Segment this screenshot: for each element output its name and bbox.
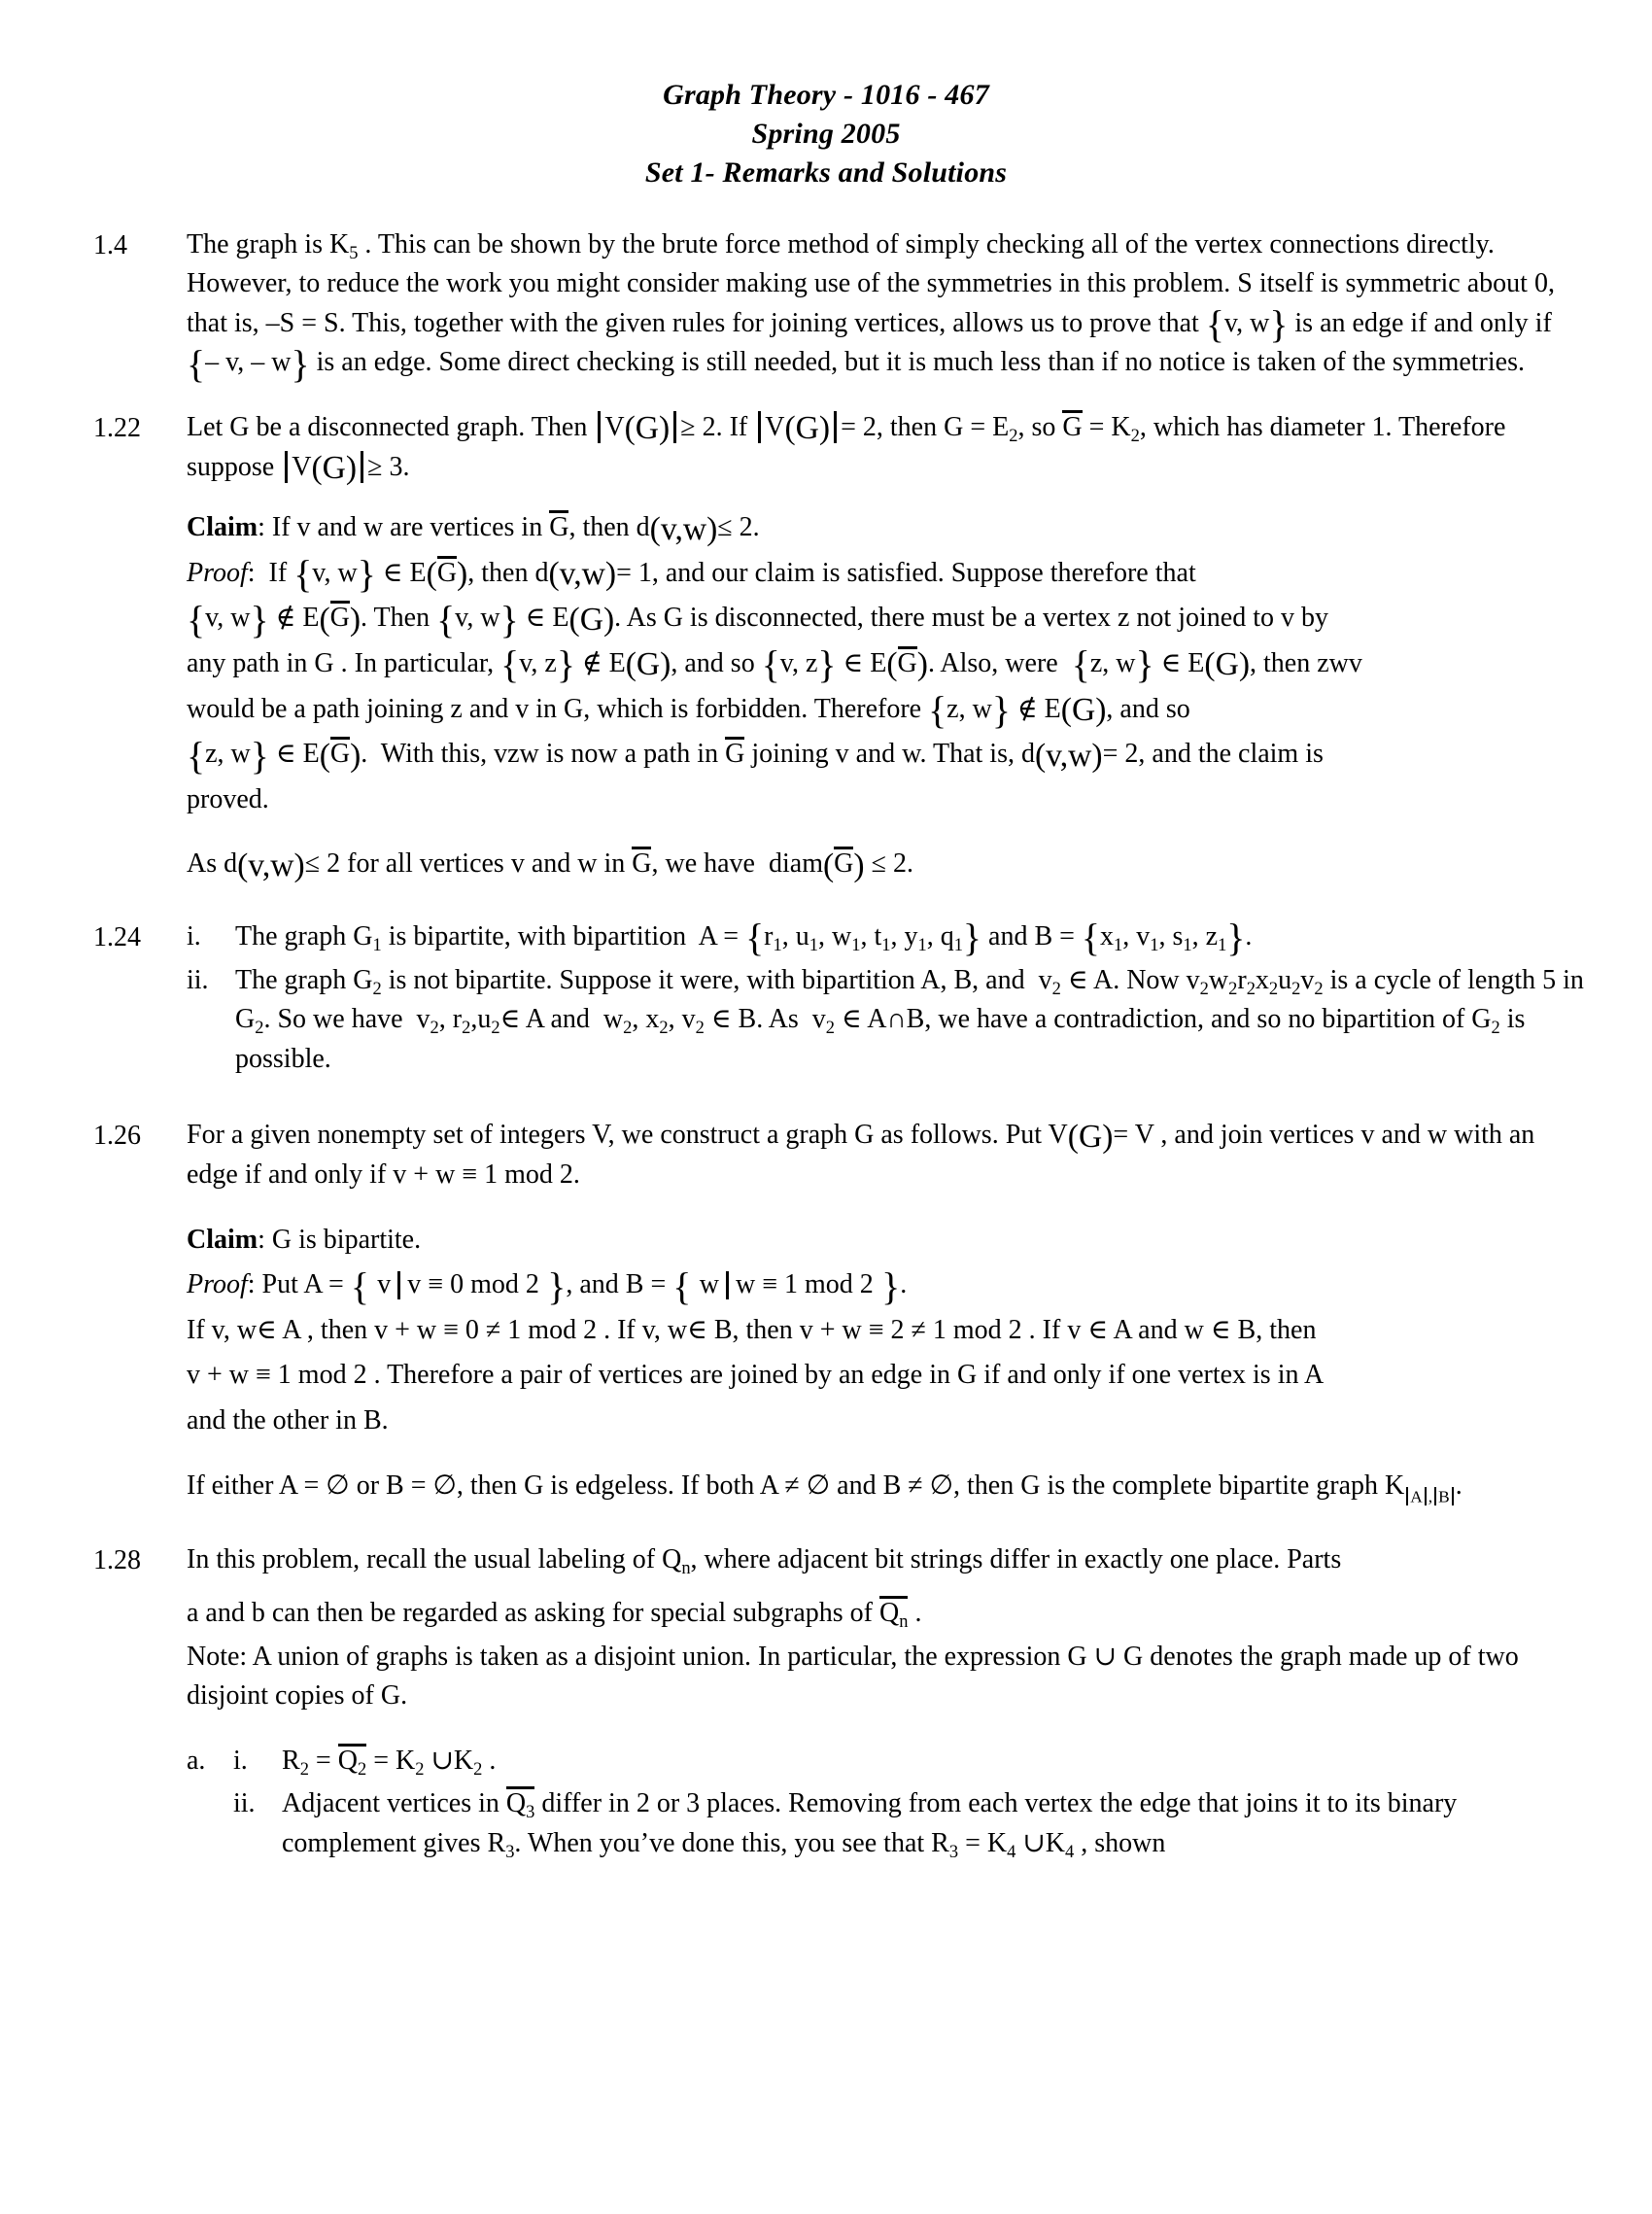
paren-vw: (v,w): [548, 556, 617, 593]
proof-line-2: {v, w} ∉ E(G). Then {v, w} ∈ E(G). As G is disconnected, there must be a vertex z not joined to v by: [187, 598, 1328, 641]
subscript-1: 1: [881, 934, 891, 954]
text-fragment: = K: [1082, 412, 1131, 443]
math-in-intersection: $v_2$ ∈ A∩B: [811, 1004, 925, 1038]
abs-bar-right: [361, 451, 363, 483]
problem-1-24: [93, 917, 1584, 1083]
math-mod-condition: v + w ≡ 1 mod 2: [393, 1159, 573, 1190]
closing-statement: [187, 1467, 1584, 1506]
text-fragment: .: [900, 1269, 908, 1300]
text-fragment: In this problem, recall the usual labeling of Q: [187, 1544, 682, 1575]
abs-bar-right: [673, 411, 676, 443]
paren-open: (: [886, 646, 898, 683]
overline-q3: $Q_3$: [505, 1788, 535, 1822]
math-set-b-def: { w w ≡ 1 mod 2 }: [672, 1264, 901, 1308]
subscript-2: 2: [1130, 425, 1140, 445]
brace-close: }: [291, 342, 310, 386]
text-fragment: For a given nonempty set of integers V, we construct a graph G as follows. Put: [187, 1120, 1049, 1151]
text-fragment: .: [402, 451, 410, 482]
overline-g: G: [632, 848, 652, 880]
brace-close: }: [499, 598, 519, 641]
abs-bar: [1406, 1487, 1408, 1505]
header-line-term: Spring 2005: [751, 117, 901, 150]
problem-1-28: [93, 1540, 1584, 1867]
math-r2-identity: $R_2 = Q_2 = K_2$ $\cup K_2$ .: [282, 1745, 497, 1779]
overline-q2: $Q_2$: [337, 1745, 367, 1779]
brace-close: }: [881, 1264, 901, 1308]
subscript-2: 2: [473, 1758, 483, 1779]
text-fragment: , and our claim is satisfied. Suppose therefore that: [651, 557, 1196, 588]
text-fragment: is an edge. Some direct checking is still needed, but it is much less than if no notice is taken of the symmetries.: [309, 347, 1525, 378]
overline-g: G: [897, 648, 917, 679]
brace-open: {: [745, 917, 765, 960]
math-set-zw: {z, w}: [187, 734, 269, 778]
subscript-1: 1: [1114, 934, 1123, 954]
text-fragment: is an edge if and only if: [1288, 307, 1552, 338]
proof-line-2: If v, w∈ A , then v + w ≡ 0 ≠ 1 mod 2 . If v, w∈ B, then v + w ≡ 2 ≠ 1 mod 2 . If v ∈ A and w ∈ B, then: [187, 1314, 1317, 1345]
subscript-2: 2: [430, 1018, 439, 1038]
alpha-content: [233, 1742, 1584, 1868]
subscript-1: 1: [1183, 934, 1192, 954]
subscript-1: 1: [917, 934, 927, 954]
subscript-1: 1: [1150, 934, 1159, 954]
header-line-course: Graph Theory - 1016 - 467: [663, 79, 989, 111]
item-marker: i.: [187, 920, 201, 951]
item-text: The graph $G_2$ is not bipartite. Suppose it were, with bipartition A, B, and $v_2$ ∈ A. Now $v_2w_2r_2x_2u_2v_2$ is a cycle of length 5 in $G_2$. So we have $v_2$, $r_2,u_2\in$ A and $w_2$, $x_2$, $v_2$ ∈ B. As $v_2$ ∈ A∩B, we have a contradiction, and so no bipartition of $G_2$ is possible.: [235, 964, 1584, 1074]
brace-open: {: [187, 598, 206, 641]
math-neg-s-equals-s: –S = S: [265, 307, 339, 338]
subscript-2: 2: [1051, 978, 1061, 998]
brace-close: }: [1226, 917, 1246, 960]
overline-g: G: [436, 557, 458, 588]
relation: ≥ 3: [367, 451, 403, 482]
subscript-n: n: [681, 1558, 691, 1578]
paren-close: ): [853, 847, 865, 883]
proof-line-6: proved.: [187, 783, 269, 814]
paren-g: (G): [311, 450, 358, 486]
brace-close: }: [556, 643, 575, 687]
math-in-a: $v_2$, $r_2,u_2\in$ A: [416, 1004, 544, 1038]
math-set-vz: {v, z}: [500, 643, 575, 687]
proof-line-3: any path in G . In particular, {v, z} ∉ E(G), and so {v, z} ∈ E(G). Also, were {z, w} ∈ E(G), then zwv: [187, 643, 1362, 687]
subscript-2: 2: [659, 1018, 669, 1038]
subscript-5: 5: [349, 242, 359, 262]
proof-label: Proof: [187, 557, 248, 588]
brace-open: {: [350, 1264, 369, 1308]
paragraph-intro: [187, 408, 1584, 487]
subscript-2: 2: [1491, 1018, 1500, 1038]
brace-open: {: [1205, 303, 1224, 347]
item-marker: ii.: [187, 964, 209, 995]
paren-open: (: [319, 737, 330, 774]
subscript-2: 2: [1314, 978, 1324, 998]
set-contents: v, w: [1223, 307, 1270, 338]
math-set-a: {$r_1$, $u_1$, $w_1$, $t_1$, $y_1$, $q_1$}: [745, 917, 982, 960]
text-fragment: If either A = ∅ or B = ∅, then G is edgeless. If both A ≠ ∅ and B ≠ ∅, then G is the complete bipartite graph K: [187, 1470, 1405, 1501]
paren-g: (G): [568, 601, 615, 638]
text-fragment: . This, together with the given rules for joining vertices, allows us to prove that: [338, 307, 1206, 338]
v-symbol: V: [604, 412, 625, 443]
text-fragment: , then G = E: [876, 412, 1010, 443]
brace-open: {: [1081, 917, 1101, 960]
proof-line-4: would be a path joining z and v in G, which is forbidden. Therefore {z, w} ∉ E(G), and so: [187, 688, 1190, 732]
problem-number: 1.28: [93, 1545, 141, 1576]
subscript-2: 2: [1199, 978, 1209, 998]
subscript-4: 4: [1065, 1841, 1075, 1861]
claim-block: [187, 1221, 1584, 1441]
brace-close: }: [547, 1264, 567, 1308]
subscript-1: 1: [773, 934, 782, 954]
subscript-2: 2: [1291, 978, 1301, 998]
period: .: [752, 512, 760, 543]
abs-bar: [1434, 1487, 1436, 1505]
subscript-1: 1: [372, 934, 382, 954]
claim-line: [187, 1221, 1584, 1261]
brace-open: {: [187, 734, 206, 778]
overline-g: G: [549, 512, 569, 543]
paren-open: (: [822, 847, 835, 883]
problem-text: [187, 225, 1584, 386]
v-symbol: V: [292, 451, 312, 482]
math-set-zw: {z, w}: [1071, 643, 1154, 687]
paren-open: (: [426, 556, 437, 593]
paren-g: (G): [1060, 691, 1107, 728]
subscript-2: 2: [695, 1018, 705, 1038]
subscript-2: 2: [491, 1018, 500, 1038]
paren-g: (G): [625, 646, 671, 683]
overline-g: G: [1062, 412, 1083, 443]
item-marker: i.: [233, 1745, 248, 1776]
abs-bar-left: [285, 451, 288, 483]
such-that-bar: [397, 1271, 400, 1299]
list-item: [187, 961, 1584, 1080]
text-fragment: . This can be shown by the brute force method of simply checking all of the vertex connections directly. However, to reduce the work you might consider making use of the symmetries in this problem. S itself is symmetric about 0, that is,: [187, 228, 1555, 338]
math-set-neg-v-neg-w: [187, 342, 310, 386]
brace-close: }: [1135, 643, 1154, 687]
text-fragment: , where adjacent bit strings differ in exactly one place. Parts: [690, 1544, 1342, 1575]
problem-number: 1.22: [93, 413, 141, 444]
math-set-vz: {v, z}: [761, 643, 837, 687]
claim-line: [187, 508, 1584, 548]
paren-close: ): [350, 737, 361, 774]
subscript-3: 3: [948, 1841, 959, 1861]
brace-open: {: [436, 598, 456, 641]
subscript-2: 2: [462, 1018, 471, 1038]
item-text: Adjacent vertices in $Q_3$ differ in 2 or 3 places. Removing from each vertex the edge that joins it to its binary complement gives $R_3$. When you’ve done this, you see that $R_3 = K_4$ $\cup K_4$ , shown: [282, 1788, 1458, 1861]
text-fragment: .: [572, 1159, 580, 1190]
problem-text: [187, 408, 1584, 884]
math-set-vw: [1205, 303, 1289, 347]
relation: ≤ 2: [717, 512, 753, 543]
paren-close: ): [916, 646, 928, 683]
paren-open: (: [319, 601, 330, 638]
document-page: [0, 76, 1652, 2214]
math-in-b: $w_2$, $x_2$, $v_2$ ∈ B: [602, 1004, 757, 1038]
list-item: [187, 917, 1584, 960]
paren-g: (G): [1204, 646, 1251, 683]
math-set-a-def: { v v ≡ 0 mod 2 }: [350, 1264, 567, 1308]
math-set-b: $B = \{x_1$, $v_1$, $s_1$, $z_1$}: [1034, 917, 1246, 960]
overline-g: G: [725, 739, 745, 770]
brace-open: {: [293, 553, 313, 597]
paren-g: (G): [784, 410, 831, 447]
subscript-4: 4: [1007, 1841, 1016, 1861]
math-card-vg-3: [281, 450, 403, 486]
subscript-2: 2: [825, 1018, 836, 1038]
problem-1-26: [93, 1116, 1584, 1505]
brace-open: {: [672, 1264, 692, 1308]
text-fragment: Let G be a disconnected graph. Then: [187, 412, 595, 443]
set-contents: – v, – w: [205, 347, 292, 378]
paragraph-intro: [187, 1116, 1584, 1194]
problem-number: 1.4: [93, 229, 127, 260]
text-fragment: , and join vertices v and w with an edge if and only if: [187, 1120, 1535, 1190]
text-fragment: , and B =: [566, 1269, 673, 1300]
such-that-bar: [726, 1271, 729, 1299]
proof-line-1: [187, 1264, 1584, 1308]
paren-vw: (v,w): [649, 510, 718, 547]
proof-line-5: {z, w} ∈ E(G). With this, vzw is now a path in G joining v and w. That is, d(v,w)= 2, and the claim is: [187, 734, 1324, 778]
overline-g: G: [329, 739, 351, 770]
math-vg-equals-v: V(G)= V: [1048, 1118, 1154, 1155]
relation: ≥ 2: [680, 412, 716, 443]
overline-g: G: [834, 848, 854, 880]
problem-text: [187, 917, 1584, 1083]
problem-number: 1.24: [93, 921, 141, 952]
subscript-2: 2: [1009, 425, 1018, 445]
brace-open: {: [1071, 643, 1090, 687]
subscript-2: 2: [299, 1758, 309, 1779]
claim-label: Claim: [187, 1224, 258, 1255]
subscript-2: 2: [357, 1758, 367, 1779]
paren-vw: (v,w): [1034, 737, 1103, 774]
subscript-2: 2: [1246, 978, 1256, 998]
q-symbol: Q: [878, 1597, 900, 1628]
proof-line-3: v + w ≡ 1 mod 2 . Therefore a pair of vertices are joined by an edge in G if and only if one vertex is in A: [187, 1360, 1325, 1391]
claim-label: Claim: [187, 512, 258, 543]
header-line-set: Set 1- Remarks and Solutions: [644, 156, 1008, 189]
subscript-3: 3: [505, 1841, 515, 1861]
brace-close: }: [1269, 303, 1289, 347]
text-fragment: . If: [715, 412, 755, 443]
v-symbol: V: [765, 412, 785, 443]
paren-vw: (v,w): [237, 847, 305, 883]
document-body: [0, 225, 1652, 1868]
text-fragment: , which has diameter 1. Therefore suppose: [187, 412, 1506, 482]
overline-g: G: [329, 603, 350, 634]
math-set-vw: {v, w}: [436, 598, 519, 641]
brace-open: {: [761, 643, 780, 687]
item-text: [282, 1742, 1584, 1782]
list-item: [233, 1742, 1584, 1782]
problem-number: 1.26: [93, 1121, 141, 1152]
brace-open: {: [500, 643, 520, 687]
subscript-2: 2: [623, 1018, 633, 1038]
paren-close: ): [457, 556, 468, 593]
subscript-cardinalities: A , B: [1404, 1487, 1455, 1505]
text-fragment: .: [908, 1597, 922, 1628]
paren-g: (G): [1067, 1118, 1114, 1155]
subscript-1: 1: [809, 934, 818, 954]
subscript-1: 1: [851, 934, 861, 954]
text-fragment: a and b can then be regarded as asking for special subgraphs of: [187, 1597, 879, 1628]
text-fragment: , so: [1017, 412, 1063, 443]
subscript-1: 1: [1218, 934, 1227, 954]
problem-1-4: [93, 225, 1584, 386]
math-card-vg-2: [754, 410, 877, 447]
text-fragment: : If: [247, 557, 294, 588]
problem-1-22: [93, 408, 1584, 884]
proof-label: Proof: [187, 1269, 248, 1300]
brace-close: }: [962, 917, 982, 960]
math-set-zw: {z, w}: [928, 688, 1011, 732]
problem-text: [187, 1540, 1584, 1867]
item-marker-a: a.: [187, 1745, 206, 1776]
roman-list: [187, 917, 1584, 1079]
subscript-2: 2: [1228, 978, 1238, 998]
overline-qn: [878, 1596, 909, 1631]
document-header: [0, 76, 1652, 192]
paragraph-line-1: [187, 1540, 1584, 1580]
proof-line-4: and the other in B.: [187, 1404, 389, 1436]
brace-close: }: [357, 553, 376, 597]
text-fragment: : G is bipartite.: [258, 1224, 422, 1255]
math-card-vg-1: [594, 410, 716, 447]
claim-block: [187, 508, 1584, 819]
relation: = 2: [841, 412, 877, 443]
alpha-list: [187, 1742, 1584, 1868]
brace-open: {: [928, 688, 947, 732]
subscript-2: 2: [255, 1018, 264, 1038]
note-text: Note: A union of graphs is taken as a disjoint union. In particular, the expression G ∪ G denotes the graph made up of two disjoint copies of G.: [187, 1641, 1519, 1712]
abs-bar: [1425, 1487, 1427, 1505]
brace-close: }: [250, 598, 269, 641]
item-marker: ii.: [233, 1788, 256, 1819]
paren-g: (G): [624, 410, 671, 447]
math-cycle: $v_2w_2r_2x_2u_2v_2$: [1186, 964, 1324, 998]
subscript-2: 2: [415, 1758, 425, 1779]
subscript-1: 1: [953, 934, 963, 954]
text-fragment: : If v and w are vertices in: [258, 512, 550, 543]
abs-bar-left: [598, 411, 601, 443]
brace-open: {: [187, 342, 206, 386]
brace-close: }: [817, 643, 837, 687]
problem-text: [187, 1116, 1584, 1505]
text-fragment: The graph is K: [187, 228, 350, 259]
abs-bar: [1452, 1487, 1454, 1505]
text-fragment: , then d: [568, 512, 650, 543]
subscript-n: n: [899, 1610, 909, 1631]
abs-bar-right: [834, 411, 837, 443]
text-fragment: : Put A =: [247, 1269, 351, 1300]
math-r3-identity: $R_3 = K_4$ $\cup K_4$: [931, 1827, 1075, 1861]
closing-statement: As d(v,w)≤ 2 for all vertices v and w in G, we have diam(G) ≤ 2.: [187, 847, 913, 883]
math-set-vw: {v, w}: [293, 553, 376, 597]
list-item: [233, 1784, 1584, 1863]
subscript-3: 3: [526, 1802, 535, 1822]
paren-close: ): [349, 601, 361, 638]
paragraph-line-2: [187, 1594, 1584, 1634]
text-fragment: .: [1455, 1470, 1463, 1501]
subscript-2: 2: [372, 978, 382, 998]
item-text: The graph $G_1$ is bipartite, with bipartition $A = \{r_1$, $u_1$, $w_1$, $t_1$, $y_1$, $q_1$} and $B = \{x_1$, $v_1$, $s_1$, $z_1$}.: [235, 917, 1253, 960]
proof-line-1: Proof: If {v, w} ∈ E(G), then d(v,w)= 1, and our claim is satisfied. Suppose therefore that: [187, 553, 1196, 597]
brace-close: }: [991, 688, 1011, 732]
brace-close: }: [250, 734, 269, 778]
subscript-2: 2: [1268, 978, 1279, 998]
math-set-vw: {v, w}: [187, 598, 269, 641]
abs-bar-left: [758, 411, 761, 443]
